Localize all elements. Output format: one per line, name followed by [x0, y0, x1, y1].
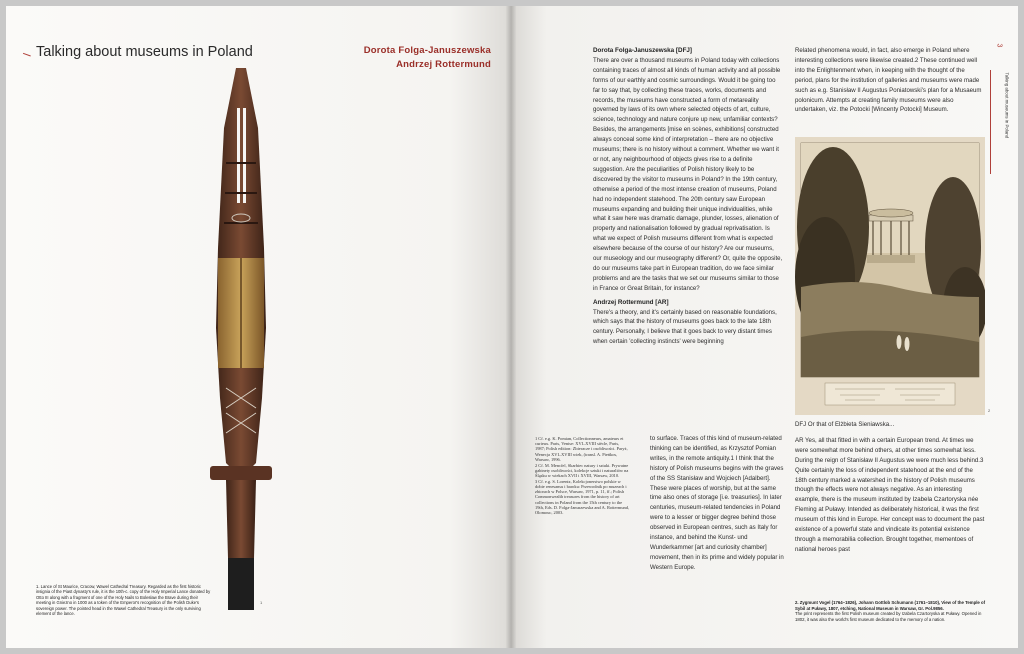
article-title: Talking about museums in Poland: [36, 44, 253, 60]
figure-number: 1: [260, 600, 263, 605]
gutter: [506, 6, 516, 648]
footnote-1: 1 Cf. e.g. K. Pomian, Collectionneurs, amateurs et curieux. Paris, Venise: XVI–XVIII siècle, Paris, 1987; Polish edition: Zbieracze i osobliwości. Paryż, Wenecja XVI–XVIII wiek, (transl. A. Pieńkos, Warsaw, 1996.: [535, 436, 628, 462]
paragraph-ar-2: to surface. Traces of this kind of museum-related thinking can be identified, as Krzysztof Pomian writes, in the remote antiquity.1 I think that the history of Polish museums begins with the graves of the SS Stanisław and Wojciech [Adalbert]. These were places of worship, but at the same time also ones of storage [i.e. treasuries]. In later centuries, museum-related tendencies in Poland were to a lesser or bigger degree behind those observed in European centres, such as Italy for instance, and behind the Kunst- und Wunderkammer [art and curiosity chamber] movement, then in its prime and widely popular in Western Europe.: [650, 435, 784, 571]
figure-1-caption: 1. Lance of St Maurice, Cracow, Wawel Cathedral Treasury. Regarded as the first historic insignia of the Piast dynasty's rule, it is the 10th-c. copy of the Holy Imperial Lance donated by Otto III along with a fragment of one of the Holy Nails to Bolesław the Brave during their meeting in Gniezno in 1000 as a token of the Emperor's recognition of the Polish Duke's sovereign power. The pointed head in the Wawel Cathedral Treasury is the only surviving element of the lance.: [36, 584, 211, 617]
dfj-line: DFJ Or that of Elżbieta Sieniawska...: [795, 421, 895, 428]
main-column: [593, 46, 784, 351]
running-head-text: Talking about museums in Poland: [1004, 72, 1010, 139]
lance-image: [196, 68, 286, 613]
engraving-image: [795, 137, 985, 415]
running-head: [999, 50, 1010, 220]
second-column: [795, 46, 985, 115]
footnote-2: 2 Cf. M. Mencfel, Skarbiec natury i sztuki. Prywatne gabinety osobliwości, kolekcje sztuki i naturaliów na Śląsku w wiekach XVII i XVIII, Warsaw, 2010.: [535, 462, 629, 479]
paragraph-dfj: There are over a thousand museums in Poland today with collections containing traces of almost all kinds of human activity and all possible forms of our earthly and cosmic surroundings. Would it be going too far to say that, by collecting these traces, works, documents and records, the museums have constructed a form of metareality governed by laws of its own where selected objects of art, culture, science, technology and nature conjure up new, unfamiliar contexts? Besides, the arrangements [mise en scènes, exhibitions] constructed always conceal some kind of interpretation – there are no objective museums; there is no history without a comment. Whether we want it or not, any neighbourhood of objects gives rise to a definite suggestion. Are the peculiarities of Polish history likely to be discovered by the visitor to museums in Poland? In the 19th century, otherwise a period of the most intense creation of museums, Poland had no independent statehood. The 20th century saw European museums expanding and building their unique individualities, while what it saw here was dramatic damage, plunder, losses, alienation of property and nationalisation followed by gradual reprivatisation. Is what we expect of Polish museums different from what is expected elsewhere because of the course of our history? Are our museums, our museology and our museography different? Or, quite the opposite, do our museums take part in European tradition, do we face similar problems and are the tasks that we set our museums similar to those in France or Great Britain, for instance?: [593, 56, 783, 292]
footnote-3: 3 Cf. e.g. S. Lorentz, Kolekcjonerstwo polskie w dobie renesansu i baroku: Przewodnik po muzeach i zbiorach w Polsce, Warsaw, 1971, p. 11, ff.; Polish Commonwealth treasures from the history of art collections in Poland from the 15th century to the 19th, Eds. D. Folga-Januszewska and A. Rottermund, Olomouc, 2003.: [535, 478, 630, 516]
running-head-rule: [990, 70, 991, 174]
page-number: 3: [995, 43, 1003, 48]
paragraph-ar-1: There's a theory, and it's certainly based on reasonable foundations, which says that the history of museums goes back to the late 18th century. Personally, I believe that it goes back to very distant times when certain 'collecting instincts' were beginning: [593, 308, 777, 346]
second-column-continued: [795, 420, 985, 561]
figure-2-caption-body: The print represents the first Polish museum created by Izabela Czartoryska at Puławy. Opened in 1802, it was also the world's first museum dedicated to the memory of a nation.: [795, 611, 982, 622]
footnotes: [535, 436, 630, 516]
author-1: Dorota Folga-Januszewska: [363, 45, 491, 56]
main-column-continued: [650, 434, 784, 577]
paragraph-related: Related phenomena would, in fact, also emerge in Poland where interesting collections were likewise created.2 These continued well into the Enlightenment when, in keeping with the thought of the period, plans for the institution of galleries and museums were made such as e.g. Stanisław II Augustus Poniatowski's plan for a Musaeum polonicum. Attempts at creating family museums were also undertaken, viz. the Potocki [Wincenty Potocki] Museum.: [795, 47, 982, 114]
title-marker-icon: [21, 53, 31, 61]
author-2: Andrzej Rottermund: [396, 59, 491, 70]
figure-2-caption-title: 2. Zygmunt Vogel (1764–1826), Johann Gottlob Schumann (1761–1810), View of the Temple of Sybil at Puławy, 1807, etching, National Museum in Warsaw, Gr. Pol.9856.: [795, 600, 986, 611]
speaker-ar: Andrzej Rottermund [AR]: [593, 298, 669, 306]
left-page: [6, 6, 511, 648]
figure-2-caption: [795, 600, 990, 622]
authors: [291, 44, 491, 72]
paragraph-ar-yes: AR Yes, all that fitted in with a certain European trend. At times we were somewhat more behind others, at other times somewhat less. During the reign of Stanisław II Augustus we were much less behind.3 Quite certainly the loss of independent statehood at the end of the 18th century marked a watershed in the history of Polish museums though the effects were not always negative. As an interesting example, there is the museum instituted by Izabela Czartoryska née Fleming at Puławy. Intended as deliberately historical, it was the first museum of this kind in Europe. Her concept was to document the past existence of a powerful state and vindicate its potential existence through a memorabilia collection. Brought together, mementoes of national heroes past: [795, 436, 985, 553]
figure-2-number: 2: [988, 408, 991, 413]
speaker-dfj: Dorota Folga-Januszewska [DFJ]: [593, 47, 693, 54]
